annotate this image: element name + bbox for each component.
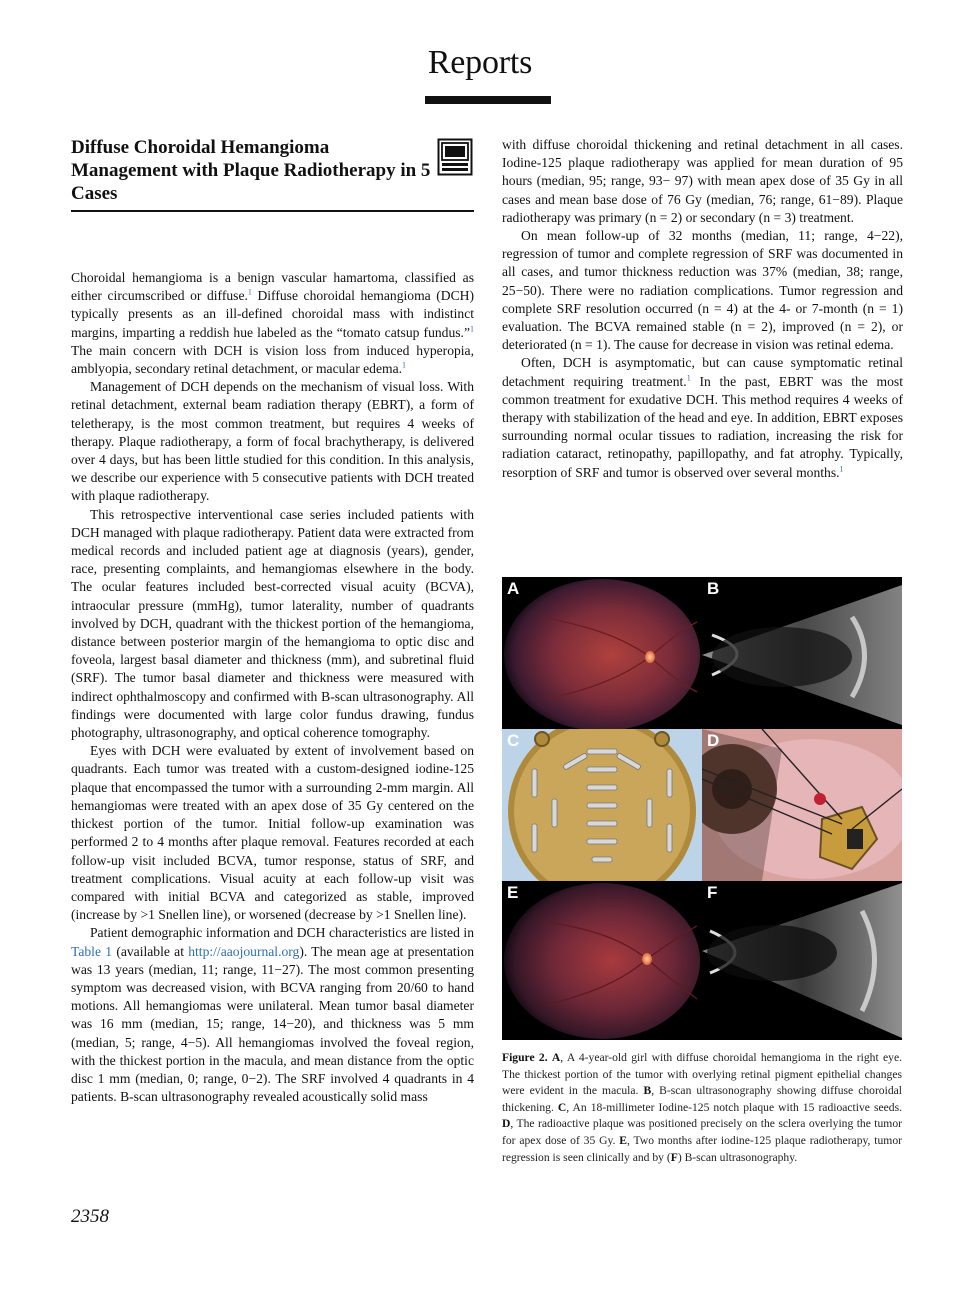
paragraph: Eyes with DCH were evaluated by extent of involvement based on quadrants. Each tumor was treated with a custom-designed iodine-125 plaque that encompassed the tumor with a surrounding 2-mm margin. All hemangiomas were treated with an apex dose of 35 Gy centered on the thickest portion of the tumor. Initial follow-up examination was performed 2 to 4 months after plaque removal. Features recorded at each follow-up visit included BCVA, tumor response, status of SRF, and treatment complications. Visual acuity at each follow-up visit was compared with initial BCVA and categorized as stable, improved (increase by >1 Snellen line), or worsened (decrease by >1 Snellen line).: [71, 743, 474, 923]
computer-terminal-icon: [437, 138, 473, 176]
paragraph: On mean follow-up of 32 months (median, 11; range, 4−22), regression of tumor and complete regression of SRF was documented in all cases, and tumor thickness reduction was 37% (median, 38; range, 25−50). There were no radiation complications. Tumor regression and complete SRF resolution occurred (n = 4) at the 4- or 7-month (n = 1) evaluation. The BCVA remained stable (n = 2), improved (n = 2), or deteriorated (n = 1). The cause for decrease in vision was retinal edema.: [502, 228, 903, 353]
article-title: Diffuse Choroidal Hemangioma Management with Plaque Radiotherapy in 5 Cases: [71, 137, 431, 204]
panel-label: F: [707, 883, 718, 902]
right-column: [502, 136, 903, 482]
paragraph: with diffuse choroidal thickening and retinal detachment in all cases. Iodine-125 plaque radiotherapy was applied for mean duration of 95 hours (median, 95; range, 93− 97) with mean apex dose of 35 Gy in all cases and mean base dose of 76 Gy (median, 76; range, 61−89). Plaque radiotherapy was primary (n = 2) or secondary (n = 3) treatment.: [502, 137, 903, 225]
panel-c-plaque-photo: [502, 729, 702, 881]
journal-url-link[interactable]: http://aaojournal.org: [188, 943, 300, 959]
section-rule: [425, 96, 551, 104]
panel-label: E: [507, 883, 519, 902]
panel-label: A: [507, 579, 520, 598]
paragraph: Patient demographic information and DCH characteristics are listed in Table 1 (available at http://aaojournal.org). The mean age at presentation was 13 years (median, 11; range, 11−27). The most common presenting symptom was decreased vision, with BCVA ranging from 20/60 to hand motions. All hemangiomas were unilateral. Mean tumor basal diameter was 16 mm (median, 15; range, 14−20), and thickness was 5 mm (median, 5; range, 4−5). All hemangiomas involved the foveal region, with the thickest portion in the macula, and mean distance from the optic disc 1 mm (median, 0; range, 0−2). The SRF involved 4 quadrants in 4 patients. B-scan ultrasonography revealed acoustically solid mass: [71, 925, 475, 1105]
reference-link[interactable]: 1: [402, 360, 407, 370]
paragraph: Choroidal hemangioma is a benign vascular hamartoma, classified as either circumscribed or diffuse.$^1$ Diffuse choroidal hemangioma (DCH) typically presents as an ill-defined choroidal mass with indistinct margins, imparting a reddish hue labeled as the “tomato catsup fundus.”$^1$ The main concern with DCH is vision loss from induced hyperopia, amblyopia, secondary retinal detachment, or macular edema.$^1$: [71, 270, 474, 377]
page-number: 2358: [71, 1206, 109, 1227]
reference-link[interactable]: 1: [686, 373, 691, 383]
title-rule: [71, 210, 474, 212]
paragraph: This retrospective interventional case series included patients with DCH managed with plaque radiotherapy. Patient data were extracted from medical records and included patient age at diagnosis (years), gender, race, presenting complaints, and hemangiomas elsewhere in the body. The ocular features included best-corrected visual acuity (BCVA), intraocular pressure (mmHg), tumor laterality, number of quadrants involved by DCH, quadrant with the thickest portion of the hemangioma, distance between posterior margin of the hemangioma to optic disc and foveola, largest basal diameter and thickness (mm), and subretinal fluid (SRF). The tumor basal diameter and thickness were measured with indirect ophthalmoscopy and confirmed with B-scan ultrasonography. All findings were documented with large color fundus drawing, fundus photography, ultrasonography, and optical coherence tomography.: [71, 506, 474, 741]
panel-e-fundus-photo: [502, 881, 702, 1040]
panel-d-surgery-photo: [702, 729, 902, 881]
figure-caption: Figure 2. A, A 4-year-old girl with diffuse choroidal hemangioma in the right eye. The thickest portion of the tumor with overlying retinal pigment epithelial changes were evident in the macula. B, B-scan ultrasonography showing diffuse choroidal thickening. C, An 18-millimeter Iodine-125 notch plaque with 15 radioactive seeds. D, The radioactive plaque was positioned precisely on the sclera overlying the tumor for apex dose of 35 Gy. E, Two months after iodine-125 plaque radiotherapy, tumor regression is seen clinically and by (F) B-scan ultrasonography.: [502, 1051, 902, 1164]
reference-link[interactable]: 1: [470, 324, 474, 334]
paragraph: Management of DCH depends on the mechanism of visual loss. With retinal detachment, external beam radiation therapy (EBRT), a form of teletherapy, is the most common treatment, but requires 4 weeks of therapy. Plaque radiotherapy, a form of focal brachytherapy, is delivered over 4 days, but has been little studied for this condition. In this analysis, we describe our experience with 5 consecutive patients with DCH treated with plaque radiotherapy.: [71, 379, 474, 504]
left-column: [71, 269, 474, 1106]
panel-b-ultrasound: [702, 577, 902, 729]
table-link[interactable]: Table 1: [71, 943, 113, 959]
panel-label: B: [707, 579, 720, 598]
panel-f-ultrasound: [702, 881, 902, 1040]
panel-label: D: [707, 731, 720, 750]
panel-label: C: [507, 731, 520, 750]
section-title: Reports: [427, 44, 533, 81]
reference-link[interactable]: 1: [839, 464, 844, 474]
reference-link[interactable]: 1: [247, 287, 252, 297]
panel-a-fundus-photo: [502, 577, 702, 729]
paragraph: Often, DCH is asymptomatic, but can cause symptomatic retinal detachment requiring treatment.$^1$ In the past, EBRT was the most common treatment for exudative DCH. This method requires 4 weeks of therapy with stabilization of the head and eye. In addition, EBRT exposes surrounding normal ocular tissues to radiation, increasing the risk for radiation cataract, retinopathy, papillopathy, and fat atrophy. Typically, resorption of SRF and tumor is observed over several months.$^1$: [502, 355, 903, 480]
figure-2: [502, 577, 902, 1040]
